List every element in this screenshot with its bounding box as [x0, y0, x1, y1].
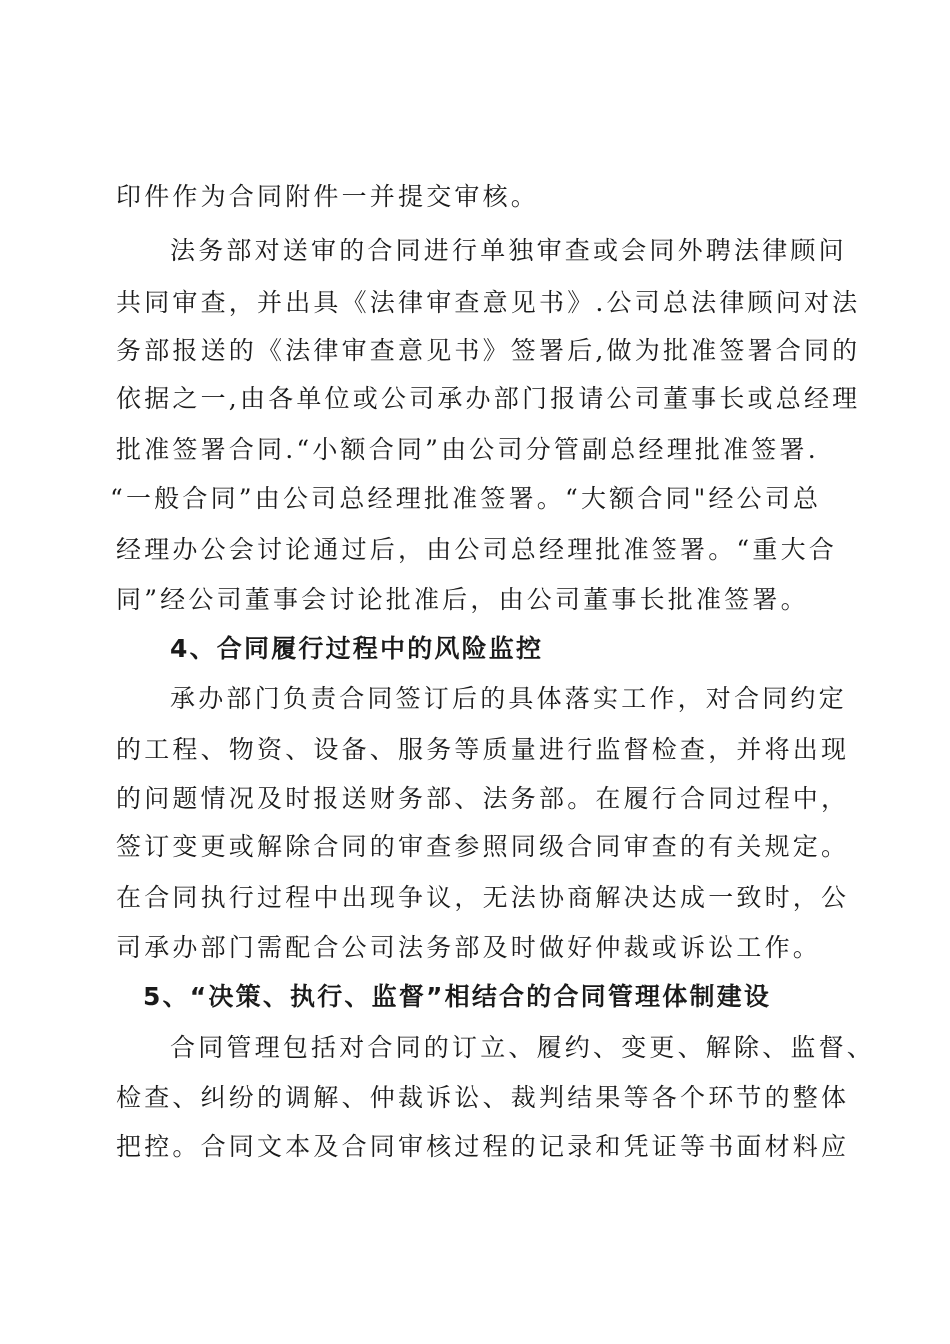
paragraph-line: 签订变更或解除合同的审查参照同级合同审查的有关规定。: [116, 832, 850, 861]
paragraph-line: 的问题情况及时报送财务部、法务部。在履行合同过程中，: [116, 784, 850, 813]
paragraph-line: 合同管理包括对合同的订立、履约、变更、解除、监督、: [170, 1033, 876, 1062]
paragraph-line: 在合同执行过程中出现争议，无法协商解决达成一致时，公: [116, 883, 850, 912]
paragraph-line: 经理办公会讨论通过后，由公司总经理批准签署。“重大合: [116, 535, 837, 564]
paragraph-line: 司承办部门需配合公司法务部及时做好仲裁或诉讼工作。: [116, 933, 822, 962]
paragraph-line: 务部报送的《法律审查意见书》签署后,做为批准签署合同的: [116, 336, 861, 365]
paragraph-line: 法务部对送审的合同进行单独审查或会同外聘法律顾问: [170, 236, 847, 265]
paragraph-line: 检查、纠纷的调解、仲裁诉讼、裁判结果等各个环节的整体: [116, 1083, 850, 1112]
paragraph-line: 共同审查，并出具《法律审查意见书》.公司总法律顾问对法: [116, 288, 861, 317]
section-heading-4: 4、合同履行过程中的风险监控: [170, 634, 544, 663]
paragraph-line: 同”经公司董事会讨论批准后，由公司董事长批准签署。: [116, 585, 809, 614]
paragraph-line: 承办部门负责合同签订后的具体落实工作，对合同约定: [170, 684, 847, 713]
paragraph-line: “一般合同”由公司总经理批准签署。“大额合同"经公司总: [110, 484, 822, 513]
paragraph-line: 批准签署合同.“小额合同”由公司分管副总经理批准签署.: [116, 435, 819, 464]
paragraph-line: 印件作为合同附件一并提交审核。: [116, 182, 540, 211]
paragraph-line: 把控。合同文本及合同审核过程的记录和凭证等书面材料应: [116, 1132, 850, 1161]
paragraph-line: 的工程、物资、设备、服务等质量进行监督检查，并将出现: [116, 735, 850, 764]
section-heading-5: 5、“决策、执行、监督”相结合的合同管理体制建设: [143, 982, 772, 1011]
paragraph-line: 依据之一,由各单位或公司承办部门报请公司董事长或总经理: [116, 384, 861, 413]
